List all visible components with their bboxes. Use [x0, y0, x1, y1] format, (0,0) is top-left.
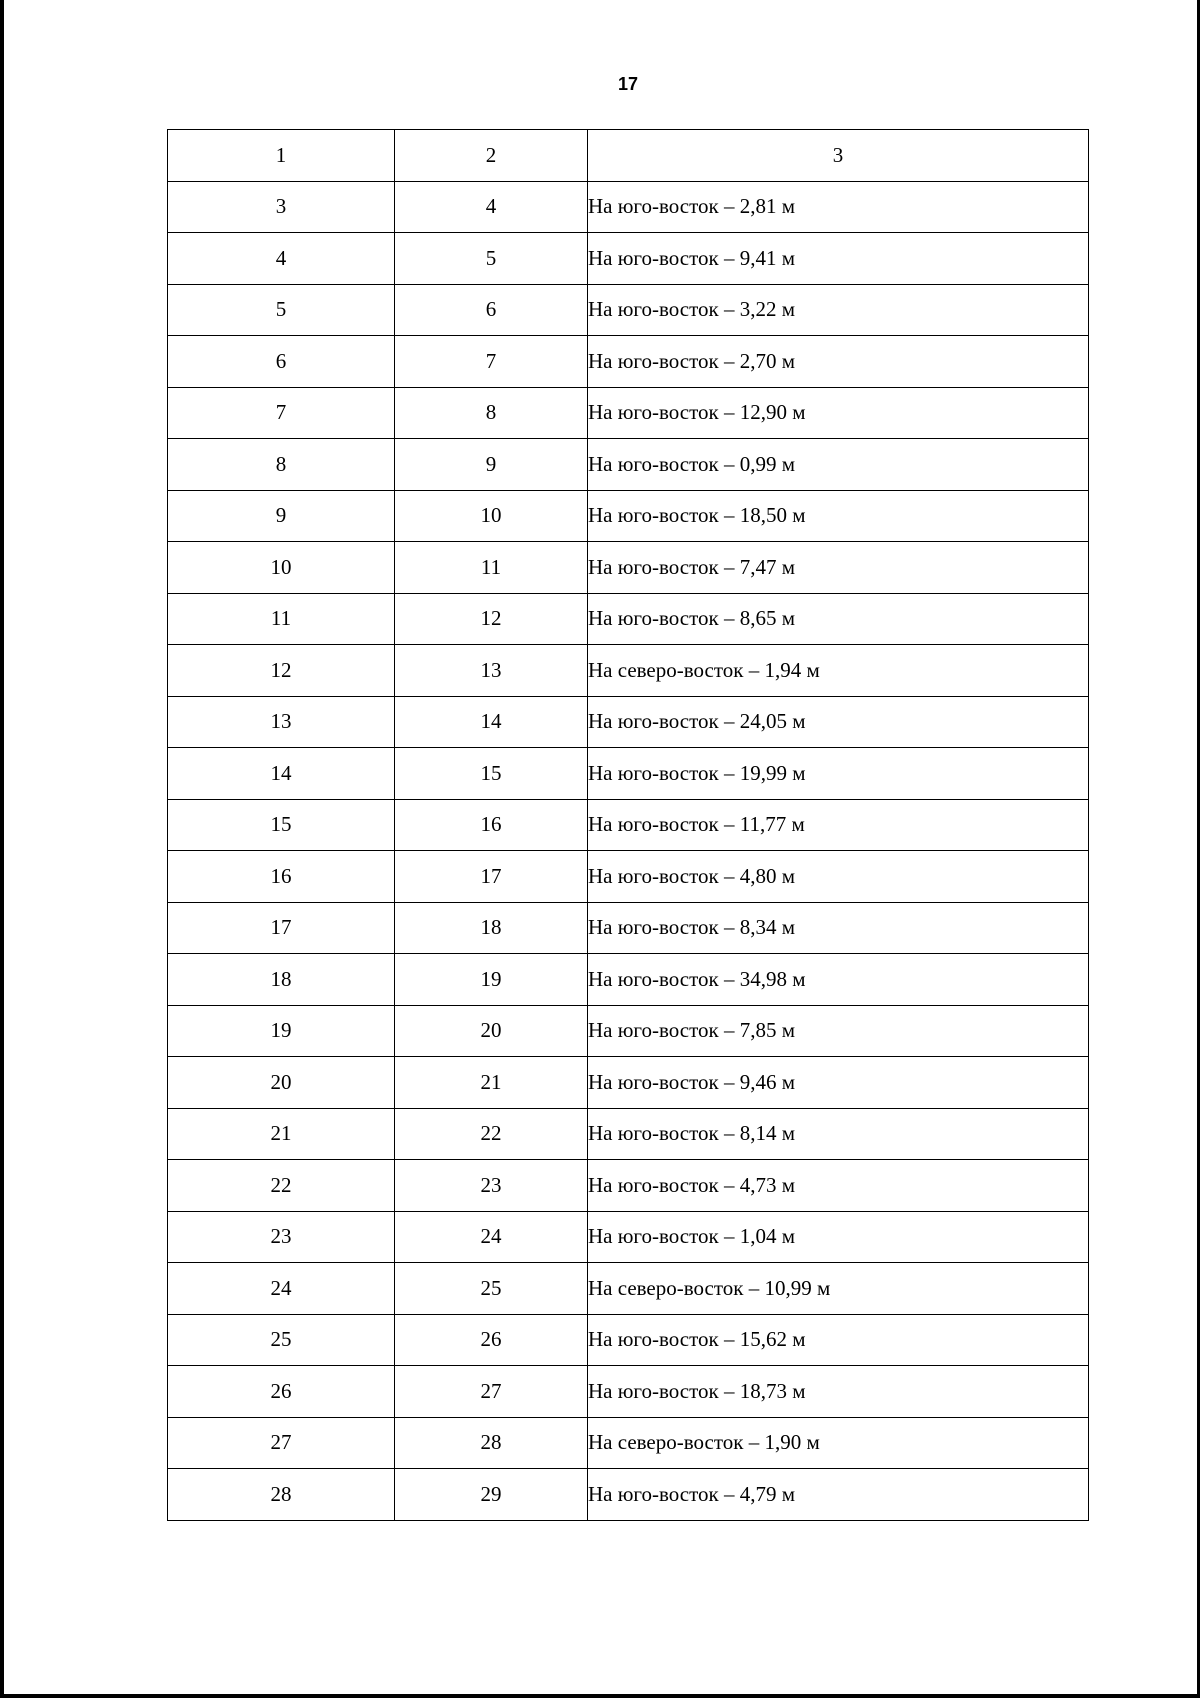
point-from-cell: 13 — [168, 696, 395, 748]
point-to-cell: 14 — [395, 696, 588, 748]
table-row — [168, 284, 1089, 336]
point-to-cell: 12 — [395, 593, 588, 645]
direction-distance-cell: На юго-восток – 3,22 м — [588, 284, 1089, 336]
point-to-cell: 7 — [395, 336, 588, 388]
direction-distance-cell: На юго-восток – 4,73 м — [588, 1160, 1089, 1212]
table-row — [168, 1057, 1089, 1109]
table-row — [168, 1108, 1089, 1160]
direction-distance-cell: На юго-восток – 1,04 м — [588, 1211, 1089, 1263]
point-from-cell: 20 — [168, 1057, 395, 1109]
direction-distance-cell: На юго-восток – 19,99 м — [588, 748, 1089, 800]
table-row — [168, 233, 1089, 285]
point-from-cell: 21 — [168, 1108, 395, 1160]
point-from-cell: 26 — [168, 1366, 395, 1418]
table-row — [168, 1417, 1089, 1469]
point-to-cell: 22 — [395, 1108, 588, 1160]
point-from-cell: 16 — [168, 851, 395, 903]
direction-distance-cell: На юго-восток – 0,99 м — [588, 439, 1089, 491]
point-from-cell: 8 — [168, 439, 395, 491]
point-from-cell: 10 — [168, 542, 395, 594]
point-to-cell: 13 — [395, 645, 588, 697]
direction-distance-cell: На юго-восток – 12,90 м — [588, 387, 1089, 439]
table-row — [168, 181, 1089, 233]
table-row — [168, 1314, 1089, 1366]
point-to-cell: 23 — [395, 1160, 588, 1212]
point-to-cell: 10 — [395, 490, 588, 542]
table-row — [168, 490, 1089, 542]
header-cell-2: 2 — [395, 130, 588, 182]
point-from-cell: 7 — [168, 387, 395, 439]
point-to-cell: 11 — [395, 542, 588, 594]
point-to-cell: 8 — [395, 387, 588, 439]
direction-distance-cell: На юго-восток – 24,05 м — [588, 696, 1089, 748]
table-row — [168, 1160, 1089, 1212]
table-row — [168, 799, 1089, 851]
point-to-cell: 5 — [395, 233, 588, 285]
point-to-cell: 24 — [395, 1211, 588, 1263]
point-to-cell: 26 — [395, 1314, 588, 1366]
direction-distance-cell: На юго-восток – 7,85 м — [588, 1005, 1089, 1057]
point-from-cell: 14 — [168, 748, 395, 800]
direction-distance-cell: На юго-восток – 2,81 м — [588, 181, 1089, 233]
table-row — [168, 954, 1089, 1006]
table-row — [168, 336, 1089, 388]
direction-distance-cell: На юго-восток – 9,46 м — [588, 1057, 1089, 1109]
table-row — [168, 645, 1089, 697]
table-row — [168, 696, 1089, 748]
direction-distance-cell: На юго-восток – 18,73 м — [588, 1366, 1089, 1418]
point-to-cell: 28 — [395, 1417, 588, 1469]
point-from-cell: 28 — [168, 1469, 395, 1521]
table-row — [168, 542, 1089, 594]
point-from-cell: 23 — [168, 1211, 395, 1263]
point-to-cell: 19 — [395, 954, 588, 1006]
direction-distance-cell: На юго-восток – 7,47 м — [588, 542, 1089, 594]
point-from-cell: 19 — [168, 1005, 395, 1057]
direction-distance-cell: На юго-восток – 4,79 м — [588, 1469, 1089, 1521]
point-to-cell: 9 — [395, 439, 588, 491]
point-from-cell: 22 — [168, 1160, 395, 1212]
direction-distance-cell: На юго-восток – 34,98 м — [588, 954, 1089, 1006]
table-row — [168, 1469, 1089, 1521]
point-from-cell: 11 — [168, 593, 395, 645]
table-row — [168, 748, 1089, 800]
direction-distance-cell: На юго-восток – 11,77 м — [588, 799, 1089, 851]
table-row — [168, 593, 1089, 645]
table-row — [168, 1211, 1089, 1263]
point-to-cell: 27 — [395, 1366, 588, 1418]
scan-edge-left — [0, 0, 4, 1698]
point-to-cell: 18 — [395, 902, 588, 954]
direction-distance-cell: На северо-восток – 1,90 м — [588, 1417, 1089, 1469]
table-row — [168, 387, 1089, 439]
page-number: 17 — [617, 74, 639, 94]
direction-distance-cell: На юго-восток – 2,70 м — [588, 336, 1089, 388]
point-from-cell: 15 — [168, 799, 395, 851]
table-row — [168, 439, 1089, 491]
direction-distance-cell: На юго-восток – 4,80 м — [588, 851, 1089, 903]
point-to-cell: 15 — [395, 748, 588, 800]
point-to-cell: 6 — [395, 284, 588, 336]
table-row — [168, 1005, 1089, 1057]
direction-distance-cell: На юго-восток – 9,41 м — [588, 233, 1089, 285]
point-from-cell: 27 — [168, 1417, 395, 1469]
point-from-cell: 6 — [168, 336, 395, 388]
direction-distance-cell: На северо-восток – 10,99 м — [588, 1263, 1089, 1315]
direction-distance-cell: На северо-восток – 1,94 м — [588, 645, 1089, 697]
point-from-cell: 3 — [168, 181, 395, 233]
point-to-cell: 17 — [395, 851, 588, 903]
table-row — [168, 1263, 1089, 1315]
table-body — [168, 130, 1089, 1521]
direction-distance-cell: На юго-восток – 18,50 м — [588, 490, 1089, 542]
point-from-cell: 17 — [168, 902, 395, 954]
table-row — [168, 851, 1089, 903]
point-to-cell: 21 — [395, 1057, 588, 1109]
point-to-cell: 16 — [395, 799, 588, 851]
point-from-cell: 24 — [168, 1263, 395, 1315]
point-from-cell: 18 — [168, 954, 395, 1006]
scan-edge-bottom — [0, 1694, 1200, 1698]
point-from-cell: 9 — [168, 490, 395, 542]
boundary-table — [167, 129, 1089, 1521]
header-cell-1: 1 — [168, 130, 395, 182]
point-from-cell: 4 — [168, 233, 395, 285]
point-to-cell: 29 — [395, 1469, 588, 1521]
point-to-cell: 4 — [395, 181, 588, 233]
direction-distance-cell: На юго-восток – 8,65 м — [588, 593, 1089, 645]
point-from-cell: 25 — [168, 1314, 395, 1366]
table-header-row — [168, 130, 1089, 182]
point-to-cell: 25 — [395, 1263, 588, 1315]
table-row — [168, 1366, 1089, 1418]
header-cell-3: 3 — [588, 130, 1089, 182]
table-row — [168, 902, 1089, 954]
point-from-cell: 12 — [168, 645, 395, 697]
direction-distance-cell: На юго-восток – 8,34 м — [588, 902, 1089, 954]
direction-distance-cell: На юго-восток – 15,62 м — [588, 1314, 1089, 1366]
point-to-cell: 20 — [395, 1005, 588, 1057]
point-from-cell: 5 — [168, 284, 395, 336]
direction-distance-cell: На юго-восток – 8,14 м — [588, 1108, 1089, 1160]
